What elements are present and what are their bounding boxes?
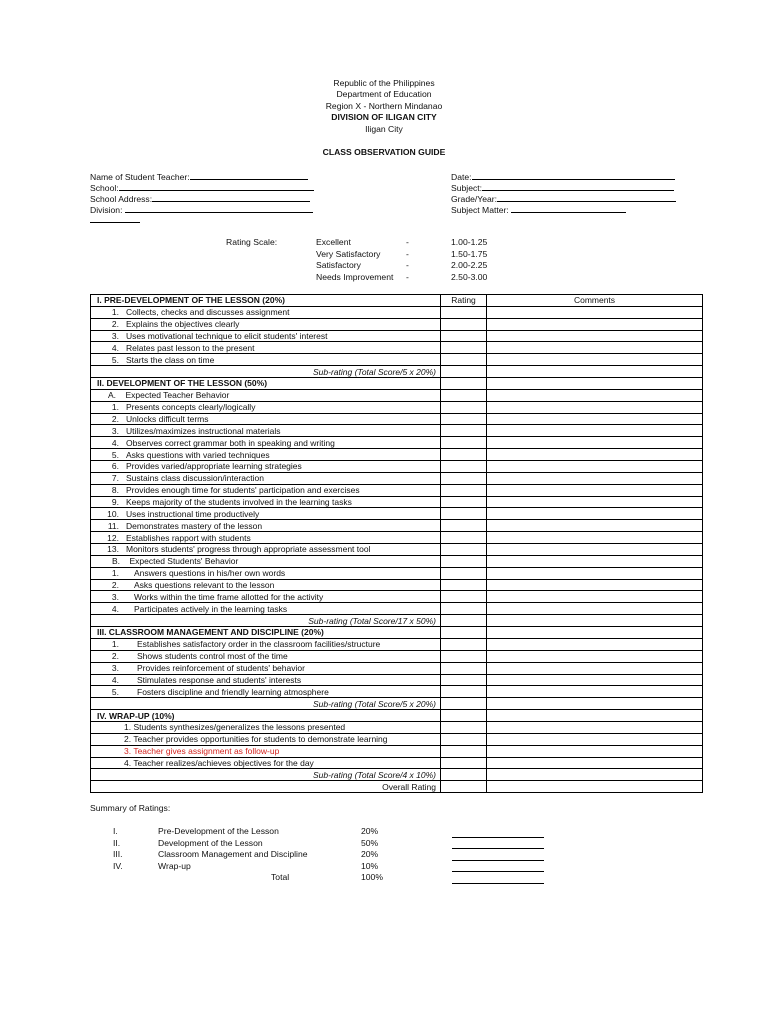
item-number: 5.: [111, 354, 119, 365]
subject-matter-label: Subject Matter:: [451, 205, 509, 215]
section-header-row: [91, 378, 703, 390]
table-row: [91, 650, 703, 662]
criterion-cell: [91, 449, 441, 461]
rating-cell[interactable]: [441, 650, 487, 662]
comments-cell[interactable]: [487, 520, 703, 532]
rating-cell[interactable]: [441, 318, 487, 330]
rating-scale-dashes: [406, 237, 409, 283]
item-number: 3.: [111, 591, 119, 602]
table-row: [91, 508, 703, 520]
criterion-cell: [91, 413, 441, 425]
header-block: [0, 78, 768, 135]
summary-num: II.: [113, 837, 121, 848]
criterion-cell: [91, 508, 441, 520]
criterion-cell: [91, 674, 441, 686]
comments-cell[interactable]: [487, 318, 703, 330]
rating-cell[interactable]: [441, 496, 487, 508]
item-number: 3.: [124, 746, 132, 757]
item-number: 1.: [111, 402, 119, 413]
summary-total-pct: 100%: [361, 872, 383, 883]
range-satisfactory: 2.00-2.25: [451, 260, 488, 271]
item-number: 1.: [111, 307, 119, 318]
scale-needs-improvement: Needs Improvement: [316, 271, 394, 282]
summary-names: [158, 826, 308, 872]
summary-name: Wrap-up: [158, 860, 191, 871]
rating-cell[interactable]: [441, 342, 487, 354]
rating-cell[interactable]: [441, 413, 487, 425]
item-text: Provides varied/appropriate learning strategies: [126, 461, 302, 472]
item-number: 1.: [111, 639, 119, 650]
division-label: Division:: [90, 205, 123, 215]
subrating-row: [91, 366, 703, 378]
criterion-cell: [91, 757, 441, 769]
criterion-cell: [91, 496, 441, 508]
comments-cell[interactable]: [487, 484, 703, 496]
item-number: 10.: [107, 508, 119, 519]
division-line-continuation: [90, 222, 140, 223]
comments-cell[interactable]: [487, 567, 703, 579]
header-department: Department of Education: [336, 89, 432, 100]
division-line: [125, 203, 313, 213]
item-number: 2.: [111, 580, 119, 591]
item-text: Utilizes/maximizes instructional materials: [126, 425, 281, 436]
summary-blank-line[interactable]: [452, 836, 544, 838]
item-text: Provides enough time for students' participation and exercises: [126, 485, 360, 496]
summary-pct: 20%: [361, 826, 379, 836]
item-text: Collects, checks and discusses assignment: [126, 307, 290, 318]
header-division: DIVISION OF ILIGAN CITY: [331, 112, 437, 123]
summary-num: III.: [113, 849, 123, 860]
comments-column-header: Comments: [487, 295, 703, 307]
summary-numerals: [113, 826, 123, 872]
subject-line: [482, 181, 674, 191]
item-text: Demonstrates mastery of the lesson: [126, 520, 263, 531]
item-text: Teacher provides opportunities for students to demonstrate learning: [133, 734, 388, 745]
school-address-label: School Address:: [90, 194, 153, 204]
table-row: [91, 638, 703, 650]
comments-cell[interactable]: [487, 710, 703, 722]
item-number: 4.: [111, 342, 119, 353]
item-text: Sustains class discussion/interaction: [126, 473, 264, 484]
criterion-cell: [91, 532, 441, 544]
criterion-cell-highlighted: [91, 745, 441, 757]
rating-cell[interactable]: [441, 425, 487, 437]
rating-cell[interactable]: [441, 733, 487, 745]
section-header-row: [91, 627, 703, 639]
item-text: Asks questions relevant to the lesson: [134, 580, 275, 591]
table-row: [91, 745, 703, 757]
header-region: Region X - Northern Mindanao: [325, 100, 443, 111]
division-field[interactable]: [90, 203, 313, 217]
rating-cell[interactable]: [441, 567, 487, 579]
rating-scale-ranges: [451, 237, 487, 283]
criterion-cell: [91, 520, 441, 532]
criterion-cell: [91, 662, 441, 674]
section-header-row: [91, 710, 703, 722]
table-row: [91, 413, 703, 425]
item-number: 3.: [111, 425, 119, 436]
table-row: [91, 686, 703, 698]
comments-cell[interactable]: [487, 650, 703, 662]
scale-dash: -: [406, 237, 409, 247]
rating-cell[interactable]: [441, 449, 487, 461]
grade-year-line: [497, 192, 676, 202]
item-number: 5.: [111, 449, 119, 460]
subject-label: Subject:: [451, 183, 483, 193]
item-number: 2.: [111, 319, 119, 330]
item-number: 6.: [111, 461, 119, 472]
comments-cell[interactable]: [487, 342, 703, 354]
comments-cell[interactable]: [487, 603, 703, 615]
section-1-title: I. PRE-DEVELOPMENT OF THE LESSON (20%): [91, 295, 441, 307]
item-number: 4.: [111, 437, 119, 448]
criterion-cell: [91, 603, 441, 615]
table-row: [91, 674, 703, 686]
rating-cell[interactable]: [441, 532, 487, 544]
rating-cell[interactable]: [441, 745, 487, 757]
criterion-cell: [91, 472, 441, 484]
table-row: [91, 472, 703, 484]
date-label: Date:: [451, 172, 472, 182]
rating-cell[interactable]: [441, 366, 487, 378]
comments-cell[interactable]: [487, 579, 703, 591]
table-row: [91, 484, 703, 496]
item-text: Participates actively in the learning tasks: [134, 603, 288, 614]
rating-cell[interactable]: [441, 591, 487, 603]
date-line: [472, 170, 675, 180]
table-row: [91, 532, 703, 544]
item-text: Stimulates response and students' interests: [137, 674, 302, 685]
item-number: 4.: [111, 674, 119, 685]
table-row: [91, 662, 703, 674]
comments-cell[interactable]: [487, 366, 703, 378]
item-text: Relates past lesson to the present: [126, 342, 255, 353]
rating-cell[interactable]: [441, 769, 487, 781]
scale-dash: -: [406, 271, 409, 282]
table-row: [91, 757, 703, 769]
rating-cell[interactable]: [441, 674, 487, 686]
subsection-b-title: B. Expected Students' Behavior: [91, 555, 441, 567]
criterion-cell: [91, 567, 441, 579]
subsection-row: [91, 389, 703, 401]
comments-cell[interactable]: [487, 449, 703, 461]
criterion-cell: [91, 342, 441, 354]
table-row: [91, 306, 703, 318]
rating-cell[interactable]: [441, 461, 487, 473]
summary-pct: 10%: [361, 860, 379, 871]
range-very-satisfactory: 1.50-1.75: [451, 248, 488, 259]
criterion-cell: [91, 354, 441, 366]
grade-year-label: Grade/Year:: [451, 194, 498, 204]
table-row: [91, 567, 703, 579]
item-text: Answers questions in his/her own words: [134, 568, 286, 579]
summary-label: Summary of Ratings:: [90, 803, 171, 813]
rating-cell[interactable]: [441, 555, 487, 567]
comments-cell[interactable]: [487, 496, 703, 508]
comments-cell[interactable]: [487, 781, 703, 793]
comments-cell[interactable]: [487, 745, 703, 757]
summary-blank-line[interactable]: [452, 859, 544, 861]
rating-cell[interactable]: [441, 520, 487, 532]
comments-cell[interactable]: [487, 508, 703, 520]
item-text: Establishes rapport with students: [126, 532, 251, 543]
range-needs-improvement: 2.50-3.00: [451, 271, 488, 282]
comments-cell[interactable]: [487, 532, 703, 544]
item-number: 3.: [111, 331, 119, 341]
table-row: [91, 520, 703, 532]
criterion-cell: [91, 318, 441, 330]
table-row: [91, 603, 703, 615]
rating-cell[interactable]: [441, 306, 487, 318]
comments-cell[interactable]: [487, 437, 703, 449]
summary-blank-line[interactable]: [452, 847, 544, 849]
item-text: Teacher realizes/achieves objectives for the day: [133, 757, 314, 768]
student-teacher-label: Name of Student Teacher:: [90, 172, 190, 182]
summary-num: IV.: [113, 860, 123, 871]
table-row: [91, 425, 703, 437]
item-text: Asks questions with varied techniques: [126, 449, 270, 460]
item-number: 2.: [124, 734, 132, 745]
section-3-title: III. CLASSROOM MANAGEMENT AND DISCIPLINE (20%): [91, 627, 441, 639]
item-number: 13.: [107, 544, 119, 555]
item-text: Explains the objectives clearly: [126, 319, 240, 330]
scale-excellent: Excellent: [316, 237, 351, 247]
document-title: CLASS OBSERVATION GUIDE: [322, 147, 446, 157]
criterion-cell: [91, 686, 441, 698]
item-number: 5.: [111, 686, 119, 697]
table-row: [91, 330, 703, 342]
comments-cell[interactable]: [487, 472, 703, 484]
school-address-line: [152, 192, 310, 202]
item-number: 1.: [111, 568, 119, 579]
table-row: [91, 591, 703, 603]
rating-cell[interactable]: [441, 437, 487, 449]
table-row: [91, 733, 703, 745]
school-line: [119, 181, 314, 191]
criterion-cell: [91, 591, 441, 603]
comments-cell[interactable]: [487, 555, 703, 567]
observation-table: [90, 294, 703, 793]
rating-scale-label: Rating Scale:: [226, 237, 278, 247]
rating-cell[interactable]: [441, 603, 487, 615]
item-number: 2.: [111, 414, 119, 425]
criterion-cell: [91, 437, 441, 449]
table-row: [91, 401, 703, 413]
item-text: Uses motivational technique to elicit students' interest: [126, 331, 328, 341]
summary-pct: 50%: [361, 837, 379, 848]
rating-cell[interactable]: [441, 401, 487, 413]
header-republic: Republic of the Philippines: [333, 78, 435, 88]
item-number: 11.: [107, 520, 119, 531]
table-row: [91, 342, 703, 354]
rating-cell[interactable]: [441, 638, 487, 650]
item-text: Keeps majority of the students involved in the learning tasks: [126, 497, 352, 508]
summary-num: I.: [113, 826, 118, 836]
criterion-cell: [91, 638, 441, 650]
header-city: Iligan City: [365, 123, 403, 134]
comments-cell[interactable]: [487, 413, 703, 425]
scale-dash: -: [406, 248, 409, 259]
section-header-row: [91, 295, 703, 307]
overall-rating-label: Overall Rating: [91, 781, 441, 793]
table-row: [91, 544, 703, 556]
comments-cell[interactable]: [487, 306, 703, 318]
range-excellent: 1.00-1.25: [451, 237, 488, 247]
criterion-cell: [91, 401, 441, 413]
item-text: Fosters discipline and friendly learning atmosphere: [137, 686, 329, 697]
item-text: Shows students control most of the time: [137, 651, 288, 662]
overall-rating-row: [91, 781, 703, 793]
rating-cell[interactable]: [441, 378, 487, 390]
item-text: Presents concepts clearly/logically: [126, 402, 256, 413]
item-text: Establishes satisfactory order in the classroom facilities/structure: [137, 639, 381, 650]
comments-cell[interactable]: [487, 354, 703, 366]
comments-cell[interactable]: [487, 330, 703, 342]
item-text: Uses instructional time productively: [126, 508, 260, 519]
rating-cell[interactable]: [441, 544, 487, 556]
rating-cell[interactable]: [441, 721, 487, 733]
subrating-row: [91, 769, 703, 781]
item-number: 8.: [111, 485, 119, 496]
criterion-cell: [91, 579, 441, 591]
subrating-label: Sub-rating (Total Score/4 x 10%): [91, 769, 441, 781]
item-number: 4.: [124, 757, 132, 768]
comments-cell[interactable]: [487, 615, 703, 627]
comments-cell[interactable]: [487, 544, 703, 556]
subject-matter-field[interactable]: [451, 203, 626, 217]
rating-cell[interactable]: [441, 710, 487, 722]
summary-total-label: Total: [271, 872, 290, 882]
item-number: 12.: [107, 532, 119, 543]
subject-matter-line: [511, 203, 626, 213]
comments-cell[interactable]: [487, 425, 703, 437]
table-row: [91, 437, 703, 449]
section-4-title: IV. WRAP-UP (10%): [91, 710, 441, 722]
rating-scale-names: [316, 237, 393, 283]
overall-rating-cell[interactable]: [441, 781, 487, 793]
rating-cell[interactable]: [441, 472, 487, 484]
summary-blank-line[interactable]: [452, 870, 544, 872]
rating-cell[interactable]: [441, 389, 487, 401]
item-text: Monitors students' progress through appropriate assessment tool: [126, 544, 371, 555]
item-number: 7.: [111, 473, 119, 484]
comments-cell[interactable]: [487, 591, 703, 603]
table-row: [91, 318, 703, 330]
scale-satisfactory: Satisfactory: [316, 260, 361, 271]
table-row: [91, 461, 703, 473]
subsection-a-title: A. Expected Teacher Behavior: [91, 389, 441, 401]
subsection-row: [91, 555, 703, 567]
comments-cell[interactable]: [487, 733, 703, 745]
table-row: [91, 496, 703, 508]
summary-percentages: [361, 826, 383, 884]
table-row: [91, 579, 703, 591]
criterion-cell: [91, 721, 441, 733]
table-row: [91, 354, 703, 366]
item-number: 9.: [111, 497, 119, 508]
item-number: 4.: [111, 603, 119, 614]
rating-cell[interactable]: [441, 698, 487, 710]
item-number: 1.: [124, 722, 132, 733]
summary-total-blank-line[interactable]: [452, 882, 544, 884]
student-teacher-line: [190, 170, 308, 180]
comments-cell[interactable]: [487, 662, 703, 674]
summary-name: Development of the Lesson: [158, 837, 263, 848]
criterion-cell: [91, 330, 441, 342]
subrating-label: Sub-rating (Total Score/17 x 50%): [91, 615, 441, 627]
comments-cell[interactable]: [487, 389, 703, 401]
rating-cell[interactable]: [441, 508, 487, 520]
comments-cell[interactable]: [487, 698, 703, 710]
comments-cell[interactable]: [487, 769, 703, 781]
rating-cell[interactable]: [441, 615, 487, 627]
comments-cell[interactable]: [487, 674, 703, 686]
section-2-title: II. DEVELOPMENT OF THE LESSON (50%): [91, 378, 441, 390]
item-text: Students synthesizes/generalizes the lessons presented: [133, 722, 346, 733]
school-label: School:: [90, 183, 119, 193]
scale-dash: -: [406, 260, 409, 271]
subrating-row: [91, 615, 703, 627]
rating-cell[interactable]: [441, 484, 487, 496]
item-text: Provides reinforcement of students' behavior: [137, 663, 305, 674]
scale-very-satisfactory: Very Satisfactory: [316, 248, 381, 259]
criterion-cell: [91, 544, 441, 556]
table-row: [91, 449, 703, 461]
comments-cell[interactable]: [487, 461, 703, 473]
item-text: Unlocks difficult terms: [126, 414, 209, 425]
item-number: 2.: [111, 651, 119, 662]
rating-cell[interactable]: [441, 686, 487, 698]
criterion-cell: [91, 306, 441, 318]
comments-cell[interactable]: [487, 757, 703, 769]
rating-cell[interactable]: [441, 662, 487, 674]
criterion-cell: [91, 425, 441, 437]
comments-cell[interactable]: [487, 638, 703, 650]
subrating-label: Sub-rating (Total Score/5 x 20%): [91, 698, 441, 710]
item-text: Starts the class on time: [126, 354, 215, 365]
subrating-label: Sub-rating (Total Score/5 x 20%): [91, 366, 441, 378]
rating-cell[interactable]: [441, 757, 487, 769]
rating-cell[interactable]: [441, 627, 487, 639]
summary-pct: 20%: [361, 849, 379, 860]
comments-cell[interactable]: [487, 401, 703, 413]
table-row: [91, 721, 703, 733]
criterion-cell: [91, 461, 441, 473]
rating-cell[interactable]: [441, 354, 487, 366]
criterion-cell: [91, 484, 441, 496]
criterion-cell: [91, 733, 441, 745]
comments-cell[interactable]: [487, 627, 703, 639]
comments-cell[interactable]: [487, 686, 703, 698]
rating-cell[interactable]: [441, 579, 487, 591]
rating-column-header: Rating: [441, 295, 487, 307]
item-number: 3.: [111, 663, 119, 674]
summary-name: Pre-Development of the Lesson: [158, 826, 279, 836]
item-text: Works within the time frame allotted for the activity: [134, 591, 324, 602]
comments-cell[interactable]: [487, 378, 703, 390]
summary-name: Classroom Management and Discipline: [158, 849, 308, 860]
rating-cell[interactable]: [441, 330, 487, 342]
item-text: Observes correct grammar both in speaking and writing: [126, 437, 335, 448]
comments-cell[interactable]: [487, 721, 703, 733]
subrating-row: [91, 698, 703, 710]
criterion-cell: [91, 650, 441, 662]
item-text: Teacher gives assignment as follow-up: [133, 746, 280, 757]
